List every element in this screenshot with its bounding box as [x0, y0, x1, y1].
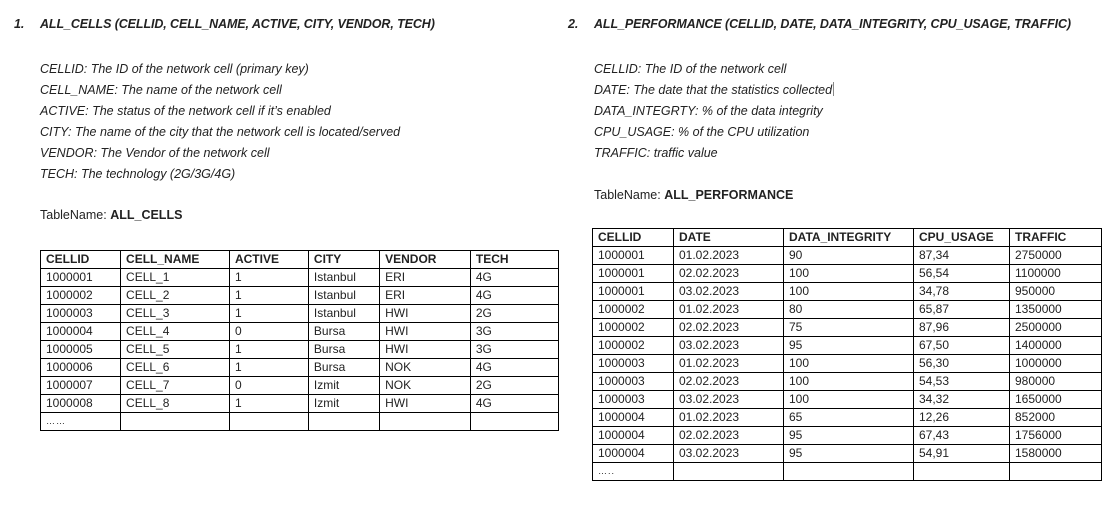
table-cell: 1000001: [593, 283, 674, 301]
table-cell: 1: [229, 359, 308, 377]
table-cell: HWI: [380, 341, 471, 359]
table-cell: 67,43: [914, 427, 1010, 445]
table-row: [41, 395, 559, 413]
table-cell: 1756000: [1010, 427, 1102, 445]
description-line: CELLID: The ID of the network cell (primary key): [40, 62, 309, 76]
all-cells-table-name: [40, 208, 182, 222]
table-cell: 1000002: [593, 301, 674, 319]
table-cell: 1: [229, 305, 308, 323]
all-performance-table-name: [594, 188, 793, 202]
column-header: DATA_INTEGRITY: [784, 229, 914, 247]
table-cell: Izmit: [308, 377, 379, 395]
table-cell: 1000008: [41, 395, 121, 413]
table-cell: 87,96: [914, 319, 1010, 337]
table-cell: 0: [229, 377, 308, 395]
table-cell: [914, 463, 1010, 481]
column-header: DATE: [674, 229, 784, 247]
table-cell: 4G: [470, 395, 558, 413]
table-cell: 1: [229, 395, 308, 413]
all-cells-title: ALL_CELLS (CELLID, CELL_NAME, ACTIVE, CITY, VENDOR, TECH): [40, 17, 435, 31]
table-cell: 80: [784, 301, 914, 319]
table-cell: HWI: [380, 305, 471, 323]
table-cell: [229, 413, 308, 431]
table-cell: 852000: [1010, 409, 1102, 427]
table-row: [593, 247, 1102, 265]
table-cell: Bursa: [308, 323, 379, 341]
description-line: ACTIVE: The status of the network cell if it’s enabled: [40, 104, 331, 118]
table-cell: Istanbul: [308, 287, 379, 305]
table-row: [41, 323, 559, 341]
table-cell: 3G: [470, 323, 558, 341]
table-cell: [121, 413, 230, 431]
table-cell: HWI: [380, 323, 471, 341]
text-cursor: [833, 82, 834, 96]
all-cells-number: 1.: [14, 17, 25, 31]
table-cell: 1000003: [593, 391, 674, 409]
table-cell: 54,91: [914, 445, 1010, 463]
table-cell: 1100000: [1010, 265, 1102, 283]
table-cell: 0: [229, 323, 308, 341]
table-cell: 02.02.2023: [674, 319, 784, 337]
table-cell: 65,87: [914, 301, 1010, 319]
table-row: [41, 359, 559, 377]
table-cell: [784, 463, 914, 481]
table-cell: 980000: [1010, 373, 1102, 391]
table-cell: CELL_7: [121, 377, 230, 395]
description-line: TRAFFIC: traffic value: [594, 146, 718, 160]
table-cell: 2G: [470, 305, 558, 323]
table-cell: 02.02.2023: [674, 265, 784, 283]
all-performance-number: 2.: [568, 17, 579, 31]
table-cell: NOK: [380, 359, 471, 377]
table-cell: 02.02.2023: [674, 373, 784, 391]
table-cell: 1000004: [593, 445, 674, 463]
table-cell: 01.02.2023: [674, 409, 784, 427]
column-header: ACTIVE: [229, 251, 308, 269]
all-cells-heading: [14, 17, 435, 31]
table-row: [41, 377, 559, 395]
all-cells-table: [40, 250, 559, 431]
column-header: TECH: [470, 251, 558, 269]
table-cell: 950000: [1010, 283, 1102, 301]
table-cell: 1000001: [593, 265, 674, 283]
table-cell: 03.02.2023: [674, 337, 784, 355]
table-cell: 1000007: [41, 377, 121, 395]
table-cell: ERI: [380, 287, 471, 305]
table-cell: 2G: [470, 377, 558, 395]
table-cell: 1000002: [593, 337, 674, 355]
table-cell: 65: [784, 409, 914, 427]
table-cell: 1: [229, 269, 308, 287]
table-name-label: TableName:: [40, 208, 111, 222]
more-rows-marker: ……: [41, 413, 121, 431]
table-cell: 90: [784, 247, 914, 265]
table-cell: ERI: [380, 269, 471, 287]
table-cell: [380, 413, 471, 431]
table-name-label: TableName:: [594, 188, 665, 202]
all-performance-title: ALL_PERFORMANCE (CELLID, DATE, DATA_INTEGRITY, CPU_USAGE, TRAFFIC): [594, 17, 1071, 31]
all-cells-descriptions: [40, 59, 400, 185]
table-cell: Izmit: [308, 395, 379, 413]
table-cell: 67,50: [914, 337, 1010, 355]
table-row: [593, 409, 1102, 427]
table-cell: Istanbul: [308, 305, 379, 323]
table-cell: 1000005: [41, 341, 121, 359]
table-cell: 03.02.2023: [674, 391, 784, 409]
table-cell: 95: [784, 427, 914, 445]
table-cell: 34,32: [914, 391, 1010, 409]
column-header: CELLID: [593, 229, 674, 247]
column-header: CELLID: [41, 251, 121, 269]
table-cell: 54,53: [914, 373, 1010, 391]
table-cell: 100: [784, 265, 914, 283]
table-row: [41, 269, 559, 287]
table-cell: 01.02.2023: [674, 301, 784, 319]
table-cell: 100: [784, 355, 914, 373]
all-performance-heading: [568, 17, 1071, 31]
table-row: [41, 305, 559, 323]
table-cell: 100: [784, 373, 914, 391]
description-line: CPU_USAGE: % of the CPU utilization: [594, 125, 810, 139]
all-performance-descriptions: [594, 59, 834, 164]
table-cell: 03.02.2023: [674, 445, 784, 463]
description-line: VENDOR: The Vendor of the network cell: [40, 146, 270, 160]
table-cell: Istanbul: [308, 269, 379, 287]
table-row: [593, 301, 1102, 319]
table-cell: 95: [784, 445, 914, 463]
table-cell: [1010, 463, 1102, 481]
table-cell: 34,78: [914, 283, 1010, 301]
table-cell: 1000003: [593, 373, 674, 391]
description-line: CELL_NAME: The name of the network cell: [40, 83, 282, 97]
table-cell: 1000006: [41, 359, 121, 377]
column-header: CITY: [308, 251, 379, 269]
table-cell: 56,30: [914, 355, 1010, 373]
table-row: [41, 413, 559, 431]
table-cell: 4G: [470, 269, 558, 287]
table-cell: 95: [784, 337, 914, 355]
table-cell: 1000001: [593, 247, 674, 265]
table-cell: 1000002: [593, 319, 674, 337]
description-line: CELLID: The ID of the network cell: [594, 62, 787, 76]
table-cell: [470, 413, 558, 431]
table-cell: CELL_6: [121, 359, 230, 377]
table-cell: 1000004: [593, 409, 674, 427]
table-row: [593, 445, 1102, 463]
all-performance-table: [592, 228, 1102, 481]
description-line: DATA_INTEGRTY: % of the data integrity: [594, 104, 823, 118]
table-cell: 1000003: [41, 305, 121, 323]
table-cell: 1000004: [593, 427, 674, 445]
table-cell: CELL_4: [121, 323, 230, 341]
table-cell: 56,54: [914, 265, 1010, 283]
table-cell: 1400000: [1010, 337, 1102, 355]
table-cell: 100: [784, 391, 914, 409]
column-header: CELL_NAME: [121, 251, 230, 269]
table-cell: 01.02.2023: [674, 355, 784, 373]
table-row: [593, 319, 1102, 337]
table-cell: CELL_5: [121, 341, 230, 359]
table-cell: 1580000: [1010, 445, 1102, 463]
table-cell: CELL_1: [121, 269, 230, 287]
table-cell: 75: [784, 319, 914, 337]
table-cell: 1000002: [41, 287, 121, 305]
column-header: TRAFFIC: [1010, 229, 1102, 247]
table-cell: Bursa: [308, 359, 379, 377]
description-line-with-cursor: [594, 80, 834, 101]
table-row: [593, 463, 1102, 481]
table-cell: 4G: [470, 359, 558, 377]
column-header: VENDOR: [380, 251, 471, 269]
description-line: TECH: The technology (2G/3G/4G): [40, 167, 236, 181]
table-cell: 1000003: [593, 355, 674, 373]
table-cell: HWI: [380, 395, 471, 413]
table-cell: 1350000: [1010, 301, 1102, 319]
table-row: [593, 283, 1102, 301]
table-cell: 1000000: [1010, 355, 1102, 373]
table-row: [593, 265, 1102, 283]
table-row: [593, 391, 1102, 409]
table-row: [593, 427, 1102, 445]
column-header: CPU_USAGE: [914, 229, 1010, 247]
table-row: [593, 373, 1102, 391]
table-cell: 1000001: [41, 269, 121, 287]
table-cell: 1: [229, 287, 308, 305]
table-cell: 1: [229, 341, 308, 359]
table-cell: 100: [784, 283, 914, 301]
description-line: CITY: The name of the city that the network cell is located/served: [40, 125, 401, 139]
table-row: [41, 287, 559, 305]
table-cell: 1650000: [1010, 391, 1102, 409]
table-cell: 3G: [470, 341, 558, 359]
table-name-value: ALL_PERFORMANCE: [664, 188, 794, 202]
table-cell: CELL_8: [121, 395, 230, 413]
table-row: [593, 337, 1102, 355]
table-cell: 87,34: [914, 247, 1010, 265]
table-cell: CELL_2: [121, 287, 230, 305]
table-cell: 1000004: [41, 323, 121, 341]
table-cell: [308, 413, 379, 431]
table-cell: 4G: [470, 287, 558, 305]
table-cell: 12,26: [914, 409, 1010, 427]
more-rows-marker: …..: [593, 463, 674, 481]
table-cell: CELL_3: [121, 305, 230, 323]
table-name-value: ALL_CELLS: [110, 208, 183, 222]
table-cell: 03.02.2023: [674, 283, 784, 301]
table-cell: [674, 463, 784, 481]
table-header-row: [593, 229, 1102, 247]
description-text: DATE: The date that the statistics collected: [594, 83, 833, 97]
table-row: [593, 355, 1102, 373]
table-cell: 2750000: [1010, 247, 1102, 265]
table-cell: NOK: [380, 377, 471, 395]
table-row: [41, 341, 559, 359]
table-cell: 01.02.2023: [674, 247, 784, 265]
table-header-row: [41, 251, 559, 269]
table-cell: 02.02.2023: [674, 427, 784, 445]
table-cell: 2500000: [1010, 319, 1102, 337]
table-cell: Bursa: [308, 341, 379, 359]
